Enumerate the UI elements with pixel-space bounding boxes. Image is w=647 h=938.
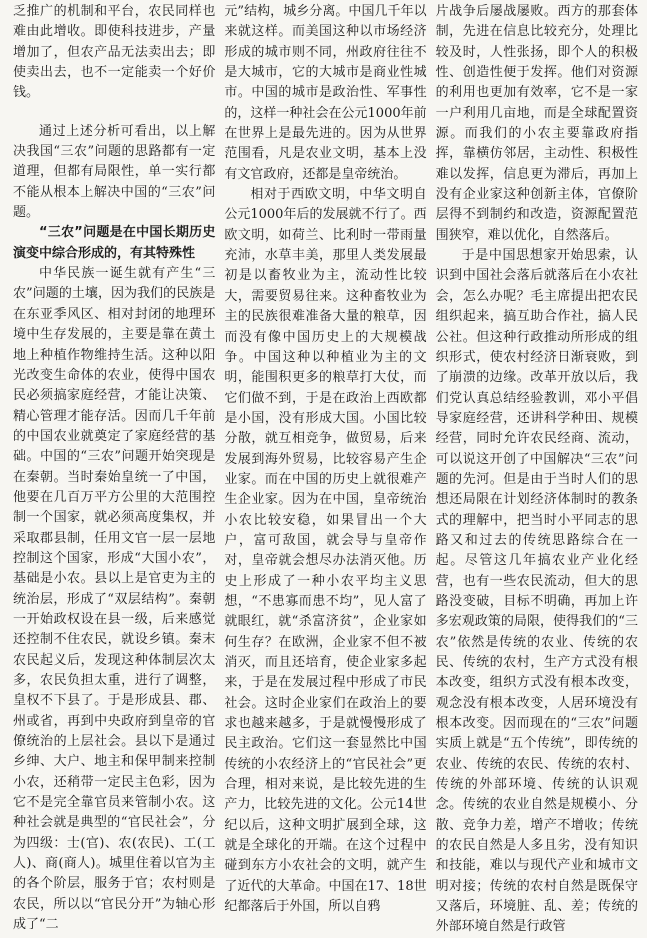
paragraph: 相对于西欧文明，中华文明自公元1000年后的发展就不行了。西欧文明，如荷兰、比利时一带雨量充沛，水草丰美，那里人类发展最初是以畜牧业为主，流动性比较大，需要贸易往来。这种畜牧业为主的民族很难准备大量的粮草，因而没有像中国历史上的大规模战争。中国这种以种植业为主的文明，能围积更多的粮草打大仗，而它们做不到，于是在政治上西欧都是小国，没有形成大国。小国比较分散，就互相竞争，做贸易，后来发展到海外贸易，比较容易产生企业家。而在中国的历史上就很难产生企业家。因为在中国，皇帝统治小农比较安稳，如果冒出一个大户，富可敌国，就会导与皇帝作对，皇帝就会想尽办法消灭他。历史上形成了一种小农平均主义思想，“不患寡而患不均”，见人富了就眼红，就“杀富济贫”，企业家如何生存？在欧洲，企业家不但不被消灭，而且还培育，使企业家多起来，于是在发展过程中形成了市民社会。这时企业家们在政治上的要求也越来越多，于是就慢慢形成了民主政治。它们这一套显然比中国传统的小农经济上的“官民社会”更合理，相对来说，是比较先进的生产力，比较先进的文化。公元14世纪以后，这种文明扩展到全球，这就是全球化的开端。在这个过程中碰到东方小农社会的文明，就产生了近代的大革命。中国在17、18世纪都落后于外国，所以自鸦 xyxy=(224,187,427,915)
text-column-1 xyxy=(13,2,216,933)
paragraph: 片战争后屡战屡败。西方的那套体制，先进在信息比较充分，处理比较及时，人性张扬，即个人的积极性、创造性便于发挥。他们对资源的利用也更加有效率，它不是一家一户利用几亩地，而是全球配置资源。而我们的小农主要靠政府指挥，靠横仿邻居，主动性、积极性难以发挥，信息更为滞后，再加上没有企业家这种创新主体，官僚阶层得不到制约和改造，资源配置范围狭窄，难以优化，自然落后。 xyxy=(435,4,638,243)
section-heading: “三农”问题是在中国长期历史演变中综合形成的，有其特殊性 xyxy=(13,225,216,261)
text-column-2 xyxy=(224,2,427,915)
paragraph: 通过上述分析可看出，以上解决我国“三农”问题的思路都有一定道理，但都有局限性，单一实行都不能从根本上解决中国的“三农”问题。 xyxy=(13,123,216,221)
paragraph: 元”结构，城乡分离。中国几千年以来就这样。而美国这种以市场经济形成的城市则不同，州政府往往不是大城市，它的大城市是商业性城市。中国的城市是政治性、军事性的，这样一种社会在公元1000年前在世界上是最先进的。因为从世界范围看，凡是农业文明，基本上没有文官政府，还都是皇帝统治。 xyxy=(224,4,427,182)
text-column-3 xyxy=(435,2,638,935)
paragraph: 中华民族一诞生就有产生“三农”问题的土壤，因为我们的民族是在东亚季风区、相对封闭的地理环境中生存发展的，主要是靠在黄土地上种植作物维持生活。这种以阳光改变生命体的农业，使得中国农民必须搞家庭经营，才能让决策、精心管理才能存活。因而几千年前的中国农业就奠定了家庭经营的基础。中国的“三农”问题开始突现是在秦朝。当时秦始皇统一了中国，他要在几百万平方公里的大范围控制一个国家，就必须高度集权，并采取郡县制，任用文官一层一层地控制这个国家，形成“大国小农”，基础是小农。县以上是官吏为主的统治层，形成了“双层结构”。秦朝一开始政权设在县一级，后来感觉还控制不住农民，就设乡镇。秦末农民起义后，发现这种体制层次太多，农民负担太重，进行了调整，皇权不下县了。于是形成县、郡、州或省，再到中央政府到皇帝的官僚统治的上层社会。县以下是通过乡绅、大户、地主和保甲制来控制小农，还稍带一定民主色彩，因为它不是完全靠官员来管制小农。这种社会就是典型的“官民社会”，分为四级：士(官)、农(农民)、工(工人)、商(商人)。城里住着以官为主的各个阶层，服务于官；农村则是农民，所以以“官民分开”为轴心形成了“二 xyxy=(13,266,216,933)
paragraph: 于是中国思想家开始思索，认识到中国社会落后就落后在小农社会，怎么办呢？毛主席提出把农民组织起来，搞互助合作社，搞人民公社。但这种行政推动所形成的组织形式，使农村经济日渐衰败，到了崩溃的边缘。改革开放以后，我们党认真总结经验教训，邓小平倡导家庭经营，还讲科学种田、规模经营，同时允许农民经商、流动，可以说这开创了中国解决“三农”问题的先河。但是由于当时人们的思想还局限在计划经济体制时的教条式的理解中，把当时小平同志的思路又和过去的传统思路综合在一起。尽管这几年搞农业产业化经营，也有一些农民流动，但大的思路没变破，目标不明确，再加上许多宏观政策的局限，使得我们的“三农”依然是传统的农业、传统的农民、传统的农村，生产方式没有根本改变，组织方式没有根本改变，观念没有根本改变，人居环境没有根本改变。因而现在的“三农”问题实质上就是“五个传统”，即传统的农业、传统的农民、传统的农村、传统的外部环境、传统的认识观念。传统的农业自然是规模小、分散、竞争力差，增产不增收；传统的农民自然是人多且劣，没有知识和技能，难以与现代产业和城市文明对接；传统的农村自然是既保守又落后，环境脏、乱、差；传统的外部环境自然是行政管 xyxy=(435,248,638,935)
paragraph: 乏推广的机制和平台，农民同样也难由此增收。即使科技进步，产量增加了，但农产品无法卖出去；即使卖出去，也不一定能卖一个好价钱。 xyxy=(13,4,216,101)
